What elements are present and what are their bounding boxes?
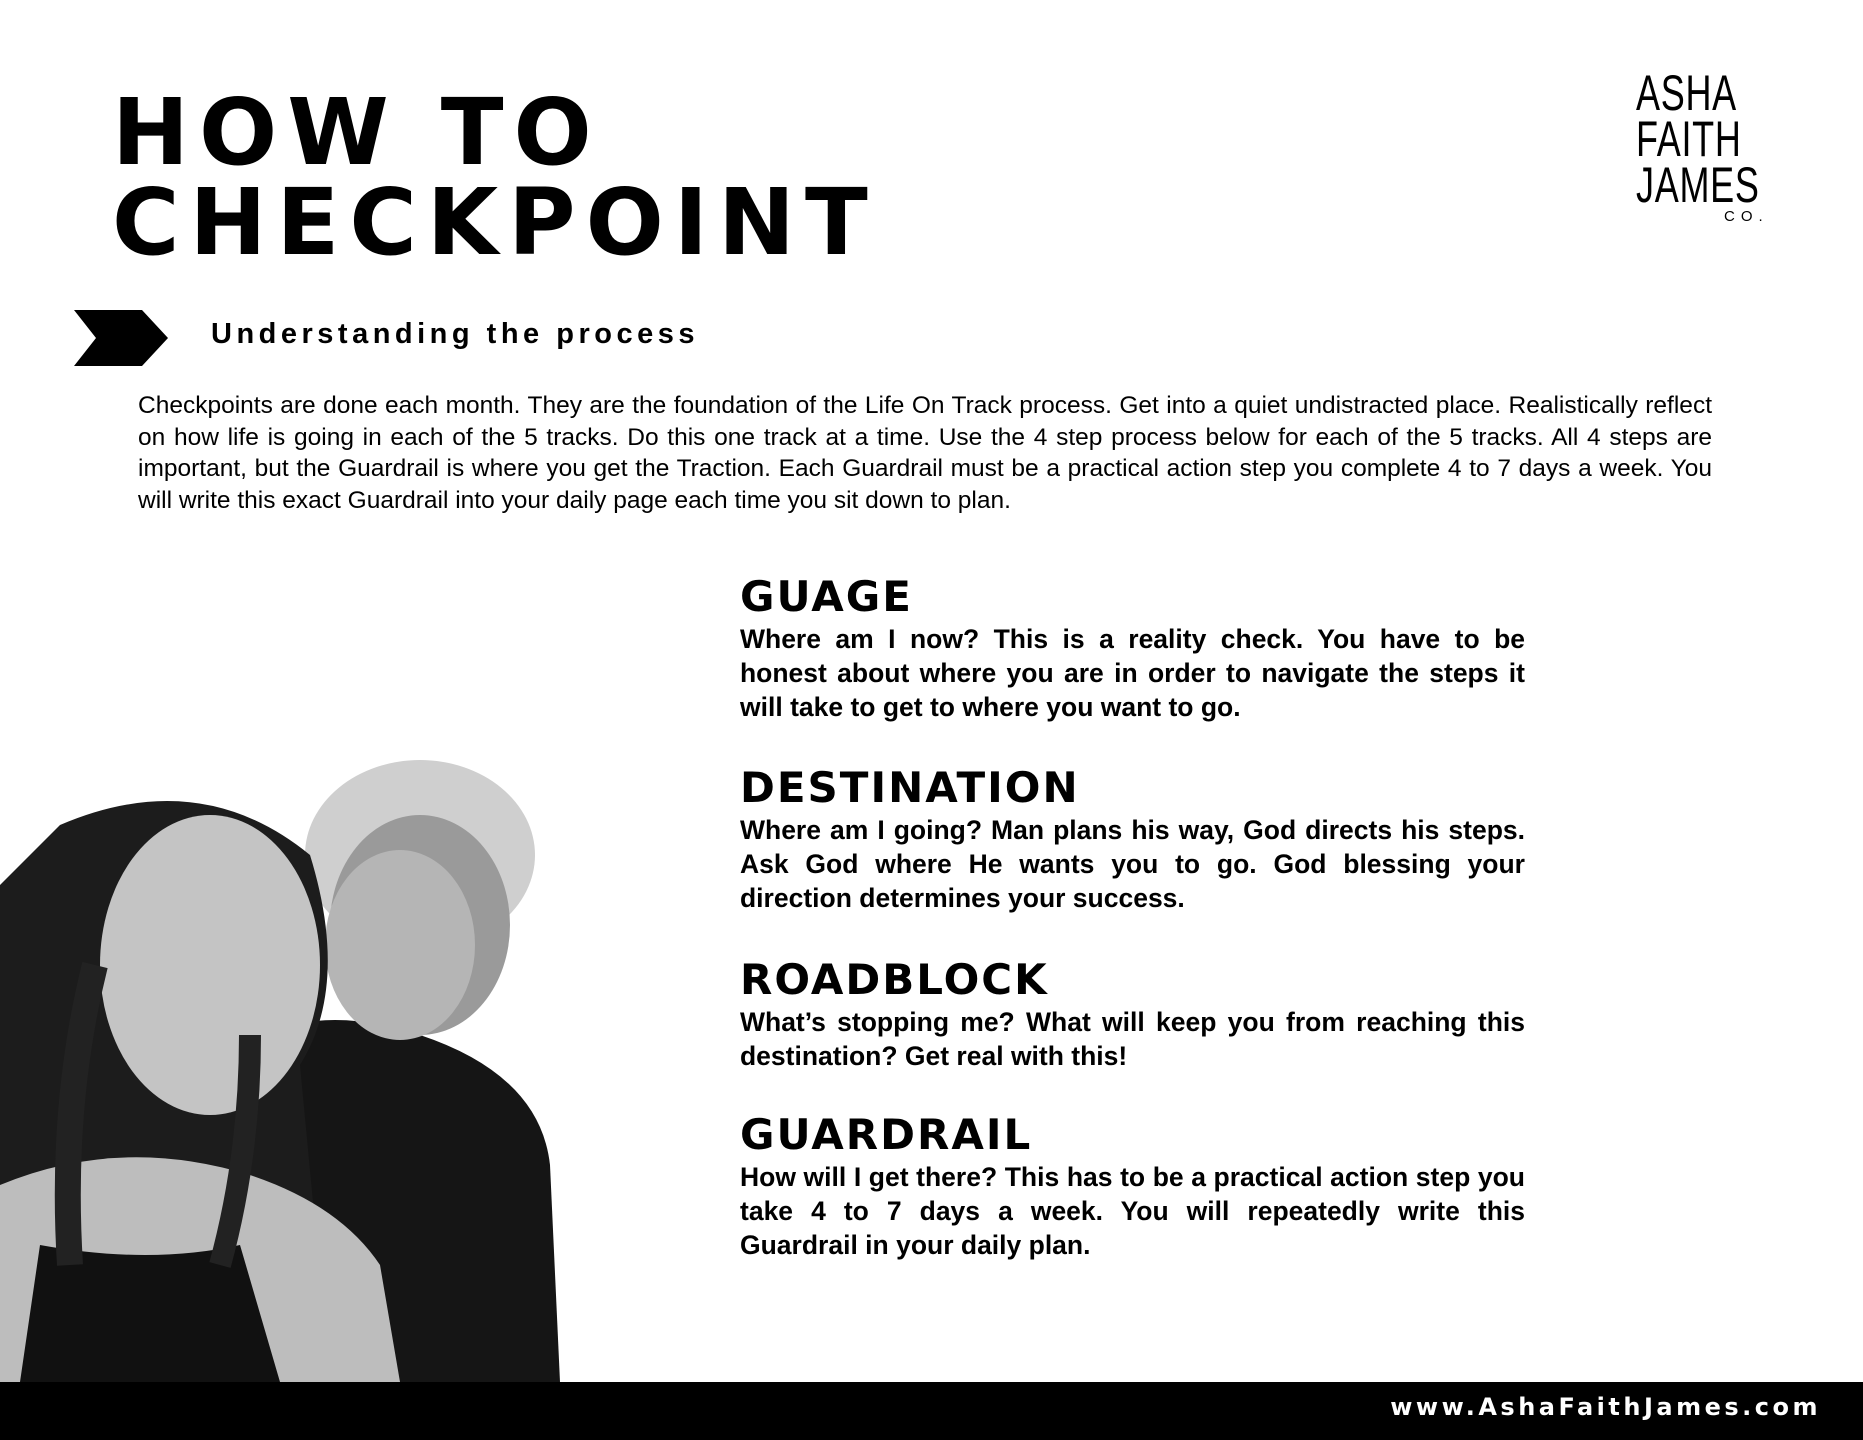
step-heading: GUARDRAIL [740,1110,1033,1159]
chevron-right-icon [74,310,168,366]
step-heading: ROADBLOCK [740,955,1049,1004]
step-guage [740,572,1525,724]
step-heading: GUAGE [740,572,913,621]
couple-photo [0,705,560,1382]
step-body: Where am I going? Man plans his way, God directs his steps. Ask God where He wants you to go. God blessing your direction determines your success. [740,815,1525,913]
step-heading: DESTINATION [740,763,1080,812]
footer-bar [0,1382,1863,1440]
title-line-2: CHECKPOINT [112,169,878,276]
website-link[interactable]: www.AshaFaithJames.com [1390,1393,1821,1421]
intro-paragraph: Checkpoints are done each month. They are the foundation of the Life On Track process. Get into a quiet undistracted place. Realistically reflect on how life is going in each of the 5 tracks. Do this one track at a time. Use the 4 step process below for each of the 5 tracks. All 4 steps are important, but the Guardrail is where you get the Traction. Each Guardrail must be a practical action step you complete 4 to 7 days a week. You will write this exact Guardrail into your daily page each time you sit down to plan. [138,392,1712,514]
step-body: How will I get there? This has to be a practical action step you take 4 to 7 days a week. You will repeatedly write this Guardrail in your daily plan. [740,1162,1525,1260]
step-body: Where am I now? This is a reality check. You have to be honest about where you are in order to navigate the steps it will take to get to where you want to go. [740,624,1525,722]
logo-line: ASHA [1636,65,1737,121]
title-line-1: HOW TO [112,79,602,186]
brand-logo [1636,65,1776,225]
logo-line: FAITH [1636,111,1742,167]
logo-line: JAMES [1636,157,1760,213]
step-roadblock [740,955,1525,1073]
step-body: What’s stopping me? What will keep you from reaching this destination? Get real with this! [740,1007,1525,1071]
section-subtitle: Understanding the process [211,318,699,350]
step-guardrail [740,1110,1525,1262]
page-title [112,79,878,276]
logo-line: CO. [1724,208,1769,225]
step-destination [740,763,1525,915]
